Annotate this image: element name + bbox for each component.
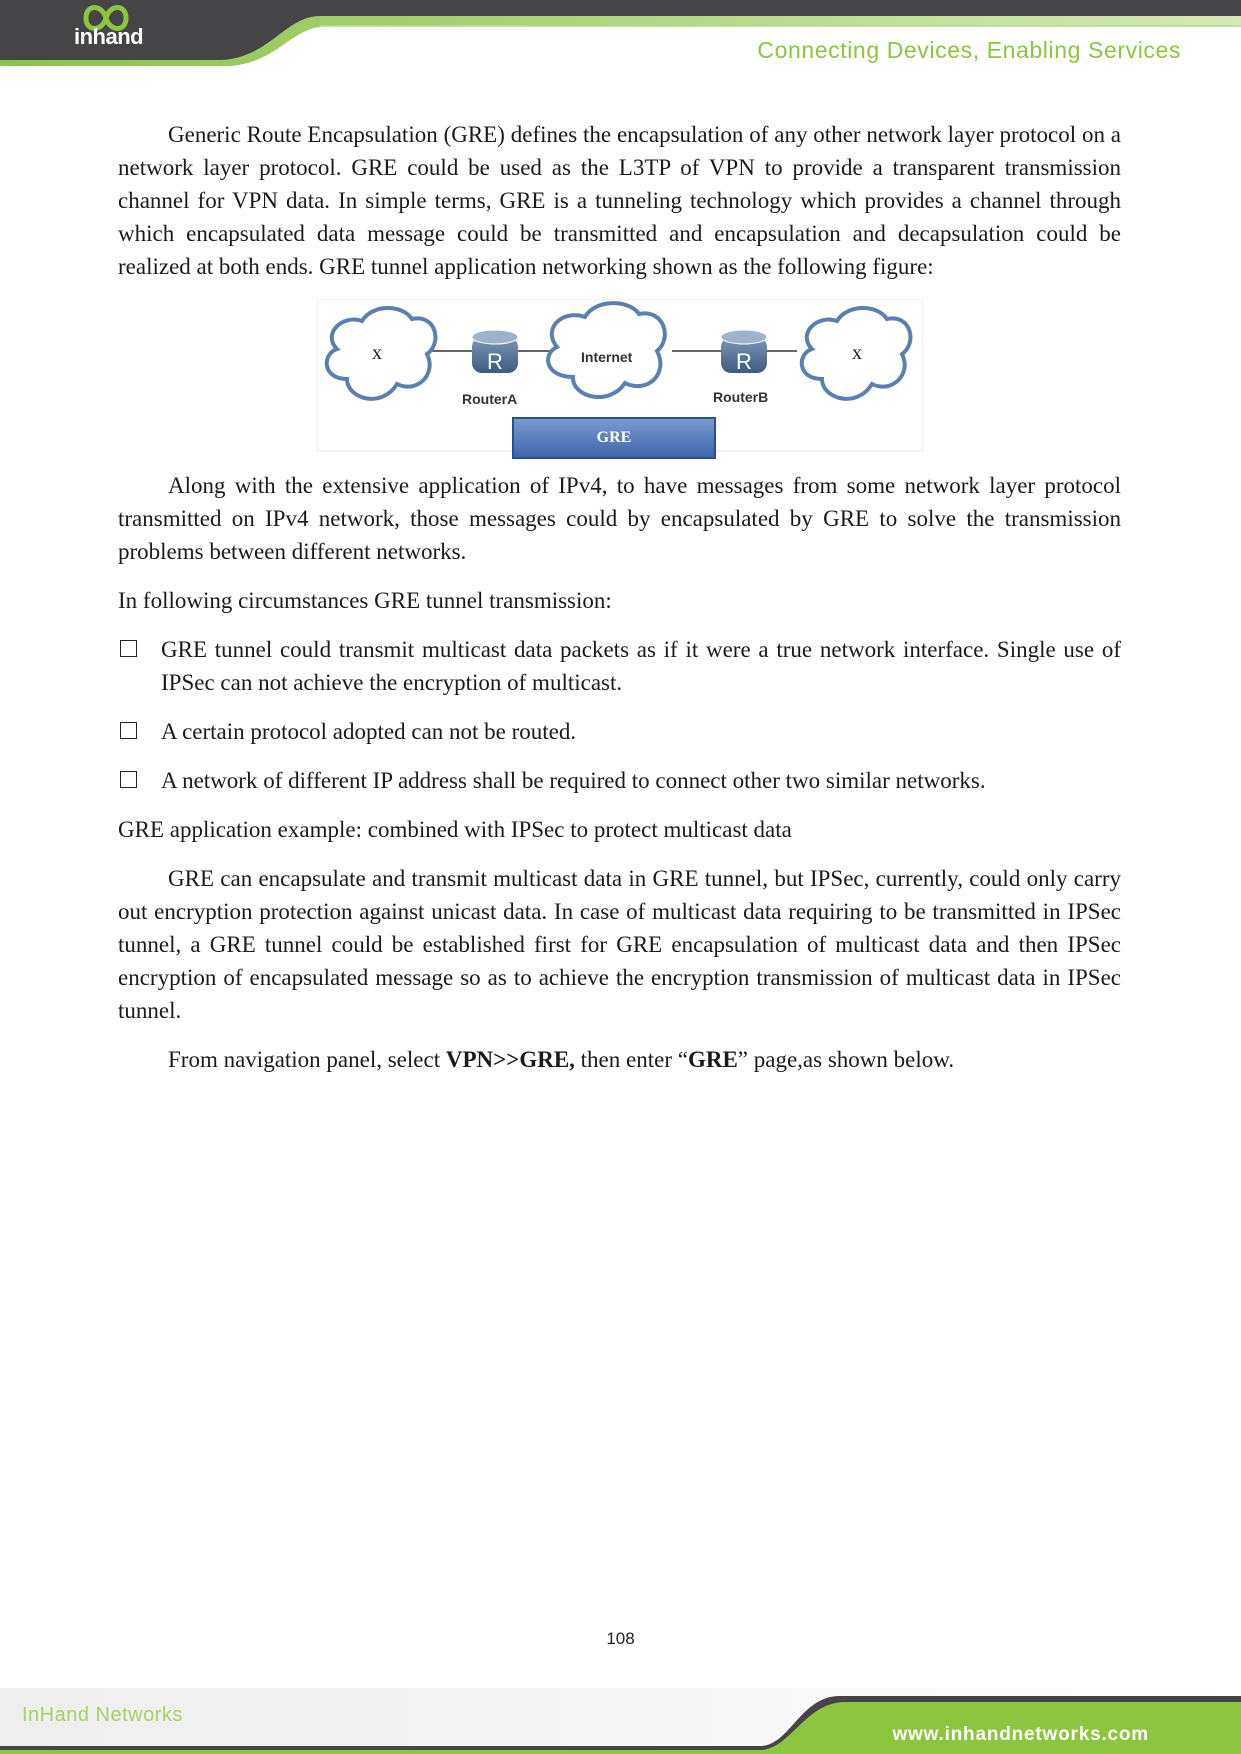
page-number: 108 (606, 1629, 635, 1648)
left-network-label: x (372, 342, 382, 364)
list-item (118, 764, 1121, 797)
list-item-text: A certain protocol adopted can not be routed. (161, 719, 577, 744)
nav-text-pre: From navigation panel, select (168, 1047, 446, 1072)
document-body (118, 118, 1121, 1092)
paragraph-circumstances: In following circumstances GRE tunnel transmission: (118, 588, 612, 613)
nav-path: VPN>>GRE, (445, 1047, 575, 1072)
list-item (118, 633, 1121, 699)
paragraph-gre-definition: Generic Route Encapsulation (GRE) defines the encapsulation of any other network layer protocol on a network layer protocol. GRE could be used as the L3TP of VPN to provide a transparent transmission channel for VPN data. In simple terms, GRE is a tunneling technology which provides a channel through which encapsulated data message could be transmitted and encapsulation and decapsulation could be realized at both ends. GRE tunnel application networking shown as the following figure: (118, 122, 1121, 279)
logo-text: inhand (74, 24, 144, 49)
router-a-label: RouterA (462, 391, 518, 407)
nav-text-mid: then enter “ (574, 1047, 688, 1072)
gre-tunnel-box: GRE (512, 417, 716, 459)
list-item-text: A network of different IP address shall be required to connect other two similar networks. (161, 768, 986, 793)
paragraph-multicast: GRE can encapsulate and transmit multicast data in GRE tunnel, but IPSec, currently, could only carry out encryption protection against unicast data. In case of multicast data requiring to be transmitted in IPSec tunnel, a GRE tunnel could be established first for GRE encapsulation of multicast data and then IPSec encryption of encapsulated message so as to achieve the encryption transmission of multicast data in IPSec tunnel. (118, 866, 1121, 1023)
paragraph-navigation (118, 1043, 1121, 1076)
page-footer (0, 1688, 1241, 1754)
paragraph-example-heading: GRE application example: combined with IPSec to protect multicast data (118, 817, 792, 842)
gre-network-figure (317, 299, 923, 455)
nav-text-post: ” page,as shown below. (737, 1047, 955, 1072)
internet-label: Internet (581, 349, 633, 365)
list-item (118, 715, 1121, 748)
checkbox-bullet-icon (120, 640, 137, 657)
checkbox-bullet-icon (120, 722, 137, 739)
paragraph-ipv4: Along with the extensive application of IPv4, to have messages from some network layer protocol transmitted on IPv4 network, those messages could by encapsulated by GRE to solve the transmission problems between different networks. (118, 473, 1121, 564)
router-a-glyph: R (487, 349, 503, 374)
right-network-label: x (852, 342, 862, 364)
nav-page-name: GRE (687, 1047, 738, 1072)
header-tagline: Connecting Devices, Enabling Services (757, 37, 1181, 63)
footer-company-name: InHand Networks (22, 1704, 183, 1726)
page-header (0, 0, 1241, 70)
footer-website: www.inhandnetworks.com (892, 1724, 1149, 1745)
router-b-label: RouterB (713, 389, 769, 405)
router-b-glyph: R (736, 349, 752, 374)
checkbox-bullet-icon (120, 771, 137, 788)
list-item-text: GRE tunnel could transmit multicast data packets as if it were a true network interface. Single use of IPSec can not achieve the encryption of multicast. (161, 637, 1121, 695)
